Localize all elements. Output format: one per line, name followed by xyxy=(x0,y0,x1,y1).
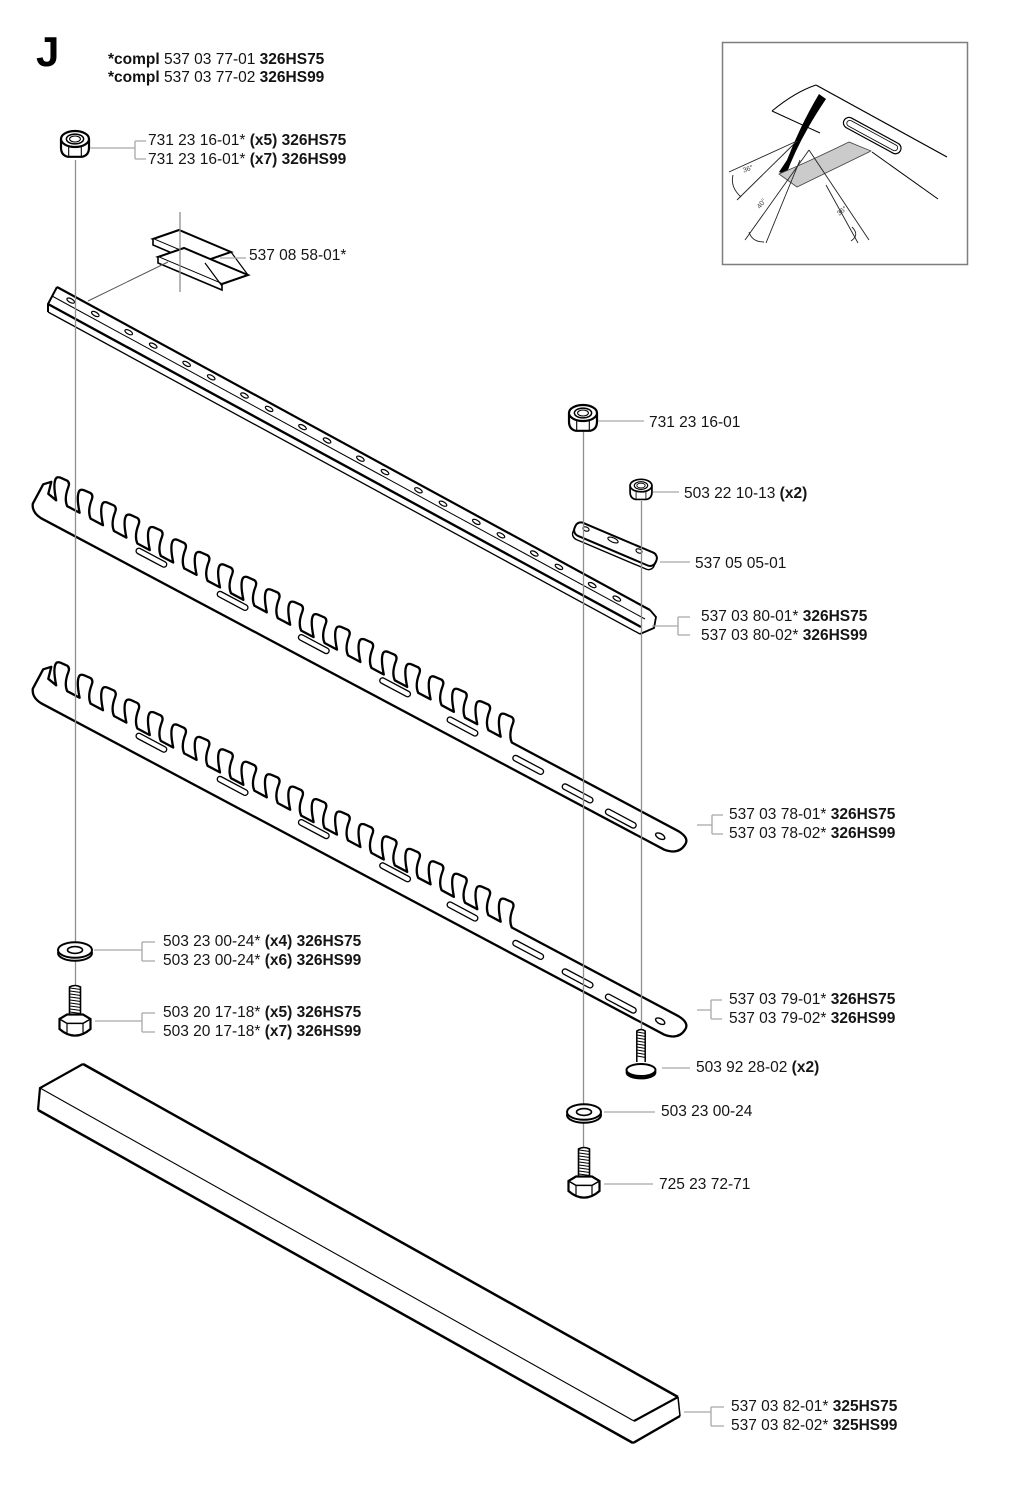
part-number: 537 03 78-01* xyxy=(729,806,827,823)
callout-row xyxy=(729,991,895,1010)
callout-row xyxy=(659,1176,750,1195)
assembly-line xyxy=(108,69,324,87)
washer-right-drawing xyxy=(567,1104,601,1123)
part-number: 503 20 17-18* xyxy=(163,1004,261,1021)
callout-screw-right xyxy=(659,1176,750,1195)
callout-lower-blade xyxy=(729,991,895,1028)
part-number: 503 23 00-24* xyxy=(163,951,261,969)
locknut-small-drawing xyxy=(630,479,652,499)
leader-lines xyxy=(90,141,724,1426)
model-code: 325HS99 xyxy=(832,1416,898,1434)
callout-row xyxy=(701,608,867,627)
washer-left-drawing xyxy=(58,942,92,961)
compl-prefix: *compl xyxy=(108,51,160,68)
callout-row xyxy=(731,1417,897,1436)
model-code: 326HS99 xyxy=(830,824,896,842)
part-number: 537 03 77-01 xyxy=(164,51,256,68)
part-qty: (x2) xyxy=(779,485,808,502)
callout-row xyxy=(649,414,740,433)
inset-angle-label: 40° xyxy=(756,197,769,211)
model-code: 326HS99 xyxy=(281,150,347,168)
model-code: 326HS99 xyxy=(830,1009,896,1027)
part-qty: (x2) xyxy=(791,1059,820,1076)
callout-row xyxy=(695,555,786,574)
part-number: 537 03 82-02* xyxy=(731,1416,829,1434)
lower-blade-drawing xyxy=(33,662,687,1036)
callout-upper-blade xyxy=(729,806,895,843)
part-number: 537 03 82-01* xyxy=(731,1398,829,1415)
detail-inset-box xyxy=(723,43,968,265)
part-number: 537 03 80-01* xyxy=(701,608,799,625)
part-number: 537 03 79-02* xyxy=(729,1009,827,1027)
part-number: 731 23 16-01 xyxy=(649,414,741,431)
callout-guard-rail xyxy=(731,1398,897,1435)
callout-locknut-small xyxy=(684,485,807,504)
nut-top-left-drawing xyxy=(61,131,89,157)
model-code: 326HS99 xyxy=(259,68,325,86)
callout-row xyxy=(163,933,361,952)
inset-angle-label: 36° xyxy=(836,205,849,218)
callout-washer-left xyxy=(163,933,361,970)
part-number: 503 23 00-24 xyxy=(661,1103,753,1120)
screw-right-drawing xyxy=(569,1148,600,1198)
part-number: 537 05 05-01 xyxy=(695,555,787,572)
callout-screw-left xyxy=(163,1004,361,1041)
callout-link-plate xyxy=(695,555,786,574)
part-qty: (x6) xyxy=(264,951,293,969)
part-number: 731 23 16-01* xyxy=(148,150,246,168)
part-qty: (x5) xyxy=(249,132,278,149)
callout-row xyxy=(701,627,867,646)
compl-prefix: *compl xyxy=(108,68,160,86)
callout-row xyxy=(661,1103,752,1122)
callout-row xyxy=(148,132,346,151)
part-number: 537 03 77-02 xyxy=(164,68,256,86)
model-code: 326HS75 xyxy=(281,132,347,149)
part-number: 503 20 17-18* xyxy=(163,1022,261,1040)
callout-row xyxy=(696,1059,819,1078)
callout-row xyxy=(163,1004,361,1023)
nut-center-drawing xyxy=(569,405,597,431)
countersunk-screw-drawing xyxy=(627,1030,656,1079)
clamp-pointer-line xyxy=(88,262,168,301)
model-code: 326HS75 xyxy=(830,991,896,1008)
model-code: 326HS75 xyxy=(830,806,896,823)
part-qty: (x4) xyxy=(264,933,293,950)
callout-row xyxy=(163,1023,361,1042)
callout-row xyxy=(729,1010,895,1029)
part-number: 537 03 79-01* xyxy=(729,991,827,1008)
callout-nut-center xyxy=(649,414,740,433)
part-number: 537 03 80-02* xyxy=(701,626,799,644)
assembly-line xyxy=(108,51,324,69)
callout-row xyxy=(729,806,895,825)
callout-row xyxy=(163,952,361,971)
part-number: 725 23 72-71 xyxy=(659,1176,751,1193)
model-code: 326HS75 xyxy=(259,51,325,68)
callout-row xyxy=(731,1398,897,1417)
model-code: 325HS75 xyxy=(832,1398,898,1415)
callout-row xyxy=(249,247,346,266)
part-number: 537 03 78-02* xyxy=(729,824,827,842)
section-letter: J xyxy=(36,28,60,75)
part-number: 503 92 28-02 xyxy=(696,1059,788,1076)
model-code: 326HS99 xyxy=(802,626,868,644)
part-qty: (x7) xyxy=(249,150,278,168)
assembly-header xyxy=(108,51,324,86)
inset-angle-label: 36° xyxy=(742,164,755,175)
callout-countersunk-screw xyxy=(696,1059,819,1078)
part-qty: (x7) xyxy=(264,1022,293,1040)
callout-nut-top-left xyxy=(148,132,346,169)
part-qty: (x5) xyxy=(264,1004,293,1021)
model-code: 326HS99 xyxy=(296,1022,362,1040)
model-code: 326HS75 xyxy=(296,1004,362,1021)
part-number: 503 22 10-13 xyxy=(684,485,776,502)
screw-left-drawing xyxy=(60,986,91,1036)
model-code: 326HS99 xyxy=(296,951,362,969)
callout-row xyxy=(684,485,807,504)
part-number: 731 23 16-01* xyxy=(148,132,246,149)
callout-washer-right xyxy=(661,1103,752,1122)
part-number: 537 08 58-01* xyxy=(249,247,347,264)
model-code: 326HS75 xyxy=(296,933,362,950)
model-code: 326HS75 xyxy=(802,608,868,625)
blade-bar-drawing xyxy=(48,287,657,634)
callout-row xyxy=(148,151,346,170)
callout-blade-bar xyxy=(701,608,867,645)
callout-row xyxy=(729,825,895,844)
part-number: 503 23 00-24* xyxy=(163,933,261,950)
callout-blade-clamp xyxy=(249,247,346,266)
blade-clamp-drawing xyxy=(153,230,248,290)
